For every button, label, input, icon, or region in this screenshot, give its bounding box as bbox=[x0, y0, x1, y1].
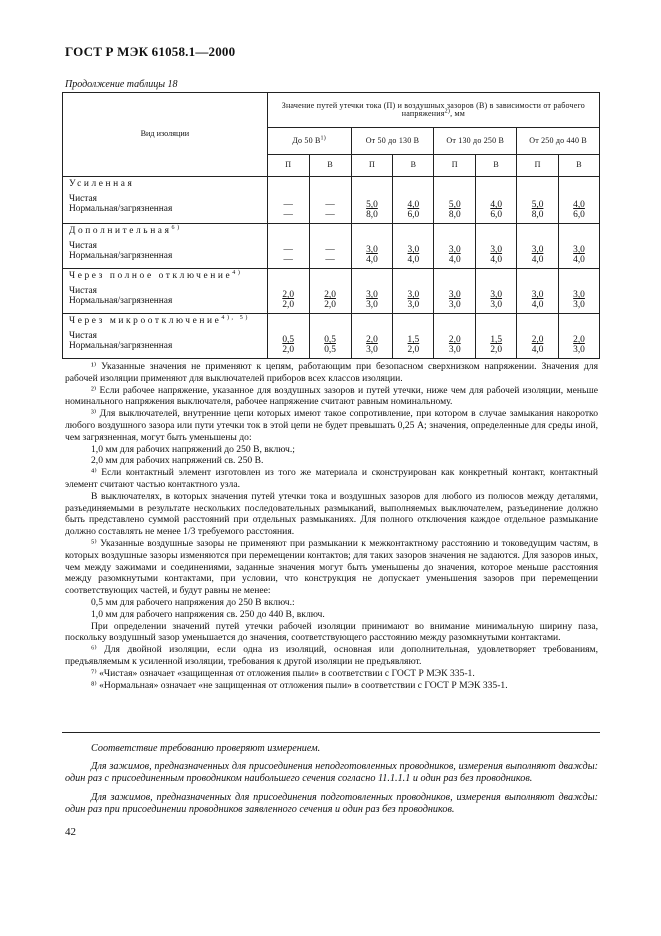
value-cell: 2,0 2,0 bbox=[309, 269, 351, 314]
value-cell: 3,0 3,0 bbox=[351, 269, 393, 314]
table-group-row bbox=[63, 314, 600, 359]
column-header-insulation-type bbox=[63, 93, 268, 177]
range-header-0 bbox=[267, 128, 351, 155]
footnote-3-item-a: 1,0 мм для рабочих напряжений до 250 В, включ.; bbox=[91, 443, 295, 455]
group-name: Через микроотключение$^{4), 5)}$ bbox=[69, 314, 250, 326]
table-group-row bbox=[63, 177, 600, 224]
value-cell: 4,0 6,0 bbox=[476, 177, 517, 224]
sub-header-b: В bbox=[476, 155, 517, 177]
range-label: От 130 до 250 В bbox=[446, 135, 505, 145]
row-label-clean: Чистая bbox=[69, 193, 97, 204]
value-cell: 2,0 4,0 bbox=[517, 314, 559, 359]
group-cell bbox=[63, 269, 268, 314]
row-label-normal: Нормальная/загрязненная bbox=[69, 250, 173, 261]
value-cell: 3,0 4,0 bbox=[517, 224, 559, 269]
group-cell bbox=[63, 314, 268, 359]
table-footnotes bbox=[65, 361, 598, 691]
value-cell: 0,5 2,0 bbox=[267, 314, 309, 359]
value-cell: 3,0 4,0 bbox=[476, 224, 517, 269]
footnote-5-item-b: 1,0 мм для рабочего напряжения св. 250 до 440 В, включ. bbox=[91, 608, 325, 620]
value-cell: 3,0 4,0 bbox=[351, 224, 393, 269]
value-cell: 3,0 4,0 bbox=[517, 269, 559, 314]
sub-header-p: П bbox=[434, 155, 476, 177]
range-footnote: 1) bbox=[320, 135, 326, 142]
range-header-1 bbox=[351, 128, 434, 155]
footnote-2: ²⁾ Если рабочее напряжение, указанное для воздушных зазоров и путей утечки, ниже чем для рабочей изоляции, меньше номинального напряжения выключателя, рабочее напряжение считают равным номинальному. bbox=[65, 384, 598, 408]
footnote-5-item-a: 0,5 мм для рабочего напряжения до 250 В включ.: bbox=[91, 596, 295, 608]
value-cell: 1,5 2,0 bbox=[393, 314, 434, 359]
footnote-6: ⁶⁾ Для двойной изоляции, если одна из изоляций, основная или дополнительная, удовлетворяет требованиям, предъявляемым к усиленной изоляции, требования к другой изоляции не предъявляют. bbox=[65, 644, 598, 667]
values-header-text: Значение путей утечки тока (П) и воздушных зазоров (В) в зависимости от рабочего напряжения bbox=[281, 100, 586, 118]
value-cell: 5,0 8,0 bbox=[434, 177, 476, 224]
value-cell: 1,5 2,0 bbox=[476, 314, 517, 359]
group-cell bbox=[63, 224, 268, 269]
compliance-paragraph-1: Соответствие требованию проверяют измерением. bbox=[91, 743, 321, 754]
value-cell: 3,0 4,0 bbox=[434, 224, 476, 269]
page-number: 42 bbox=[65, 826, 76, 838]
values-header-unit: , мм bbox=[450, 109, 465, 118]
value-cell: 2,0 2,0 bbox=[267, 269, 309, 314]
sub-header-p: П bbox=[267, 155, 309, 177]
value-cell: 3,0 3,0 bbox=[559, 269, 600, 314]
footnote-4-continued: В выключателях, в которых значения путей утечки тока и воздушных зазоров для любого из полюсов между деталями, разъединяемыми в результате нескольких последовательных размыканий, выполняемых выключателем, разъединение должно быть представлено суммой расстояний при отдельных размыканиях. Для полного отключения каждое отдельное размыкание должно составлять не менее 1/3 требуемого расстояния. bbox=[65, 490, 598, 538]
range-label: До 50 В bbox=[292, 135, 321, 145]
value-cell: 3,0 3,0 bbox=[434, 269, 476, 314]
footnote-5: ⁵⁾ Указанные воздушные зазоры не применяют при размыкании к межконтактному расстоянию и токоведущим частям, в которых воздушные зазоры изменяются при перемещении контактов; для таких зазоров значения не задаются. Для зазоров иных, чем между зажимами и соединениями, заданные значения могут быть уменьшены до значения, которое меньше расстояния между разомкнутыми контактами, при условии, что конструкция не допускает уменьшения зазоров при перемещении соответствующих частей, и будут равны не менее: bbox=[65, 537, 598, 597]
value-cell: — — bbox=[267, 177, 309, 224]
value-cell: 4,0 6,0 bbox=[559, 177, 600, 224]
value-cell: 3,0 4,0 bbox=[559, 224, 600, 269]
group-name: Дополнительная$^{6)}$ bbox=[69, 224, 182, 236]
range-header-3 bbox=[517, 128, 600, 155]
table-group-row bbox=[63, 269, 600, 314]
value-cell: 2,0 3,0 bbox=[434, 314, 476, 359]
row-label-clean: Чистая bbox=[69, 330, 97, 341]
value-cell: 3,0 3,0 bbox=[476, 269, 517, 314]
sub-header-p: П bbox=[517, 155, 559, 177]
value-cell: 3,0 3,0 bbox=[393, 269, 434, 314]
value-cell: — — bbox=[267, 224, 309, 269]
footnote-4: ⁴⁾ Если контактный элемент изготовлен из того же материала и сконструирован как конкретный контакт, контактный элемент считают частью контактного узла. bbox=[65, 467, 598, 490]
row-label-normal: Нормальная/загрязненная bbox=[69, 295, 173, 306]
sub-header-b: В bbox=[559, 155, 600, 177]
footnote-3: ³⁾ Для выключателей, внутренние цепи которых имеют такое сопротивление, при котором в случае замыкания накоротко любого воздушного зазора или пути утечки ток в этой цепи не будет превышать 0,25 А; значения, определенные для среды иной, чем загрязненная, могут быть уменьшены до: bbox=[65, 408, 598, 443]
value-cell: 4,0 6,0 bbox=[393, 177, 434, 224]
compliance-paragraph-2: Для зажимов, предназначенных для присоединения неподготовленных проводников, измерения выполняют дважды: один раз с присоединенным проводником наибольшего сечения согласно 11.1.1.1 и один раз без проводников. bbox=[65, 761, 598, 785]
column-header-values bbox=[267, 93, 599, 128]
row-label-clean: Чистая bbox=[69, 285, 97, 296]
footnote-1: ¹⁾ Указанные значения не применяют к цепям, работающим при безопасном сверхнизком напряжении. Значения для рабочей изоляции применяют для выключателей приборов всех классов изоляции. bbox=[65, 361, 598, 384]
footnote-7: ⁷⁾ «Чистая» означает «защищенная от отложения пыли» в соответствии с ГОСТ Р МЭК 335-1. bbox=[91, 667, 475, 679]
document-header: ГОСТ Р МЭК 61058.1—2000 bbox=[65, 44, 236, 59]
value-cell: 5,0 8,0 bbox=[517, 177, 559, 224]
footnote-5-continued: При определении значений путей утечки рабочей изоляции принимают во внимание минимальную ширину паза, поскольку воздушный зазор уменьшается до значения, соответствующего расстоянию между разомкнутыми контактами. bbox=[65, 620, 598, 644]
group-name: Усиленная bbox=[69, 179, 135, 189]
compliance-paragraph-3: Для зажимов, предназначенных для присоединения подготовленных проводников, измерения выполняют дважды: один раз при присоединении проводников заявленного сечения и один раз без проводников. bbox=[65, 791, 598, 815]
insulation-type-label: Вид изоляции bbox=[140, 129, 190, 139]
insulation-distances-table bbox=[62, 92, 600, 359]
table-continuation-caption: Продолжение таблицы 18 bbox=[65, 79, 178, 90]
value-cell: 0,5 0,5 bbox=[309, 314, 351, 359]
value-cell: 3,0 4,0 bbox=[393, 224, 434, 269]
footnote-8: ⁸⁾ «Нормальная» означает «не защищенная от отложения пыли» в соответствии с ГОСТ Р МЭК 335-1. bbox=[91, 679, 508, 691]
table-bottom-border bbox=[62, 732, 600, 733]
row-label-clean: Чистая bbox=[69, 240, 97, 251]
range-header-2 bbox=[434, 128, 517, 155]
sub-header-b: В bbox=[393, 155, 434, 177]
group-name: Через полное отключение$^{4)}$ bbox=[69, 269, 243, 281]
sub-header-p: П bbox=[351, 155, 393, 177]
row-label-normal: Нормальная/загрязненная bbox=[69, 203, 173, 214]
value-cell: — — bbox=[309, 224, 351, 269]
sub-header-b: В bbox=[309, 155, 351, 177]
group-cell bbox=[63, 177, 268, 224]
row-label-normal: Нормальная/загрязненная bbox=[69, 340, 173, 351]
value-cell: 5,0 8,0 bbox=[351, 177, 393, 224]
compliance-text bbox=[65, 743, 598, 822]
values-header-footnote: 2) bbox=[444, 108, 451, 115]
value-cell: — — bbox=[309, 177, 351, 224]
footnote-3-item-b: 2,0 мм для рабочих напряжений св. 250 В. bbox=[91, 455, 264, 467]
table-group-row bbox=[63, 224, 600, 269]
value-cell: 2,0 3,0 bbox=[351, 314, 393, 359]
range-label: От 250 до 440 В bbox=[529, 135, 587, 145]
range-label: От 50 до 130 В bbox=[365, 135, 420, 145]
value-cell: 2,0 3,0 bbox=[559, 314, 600, 359]
